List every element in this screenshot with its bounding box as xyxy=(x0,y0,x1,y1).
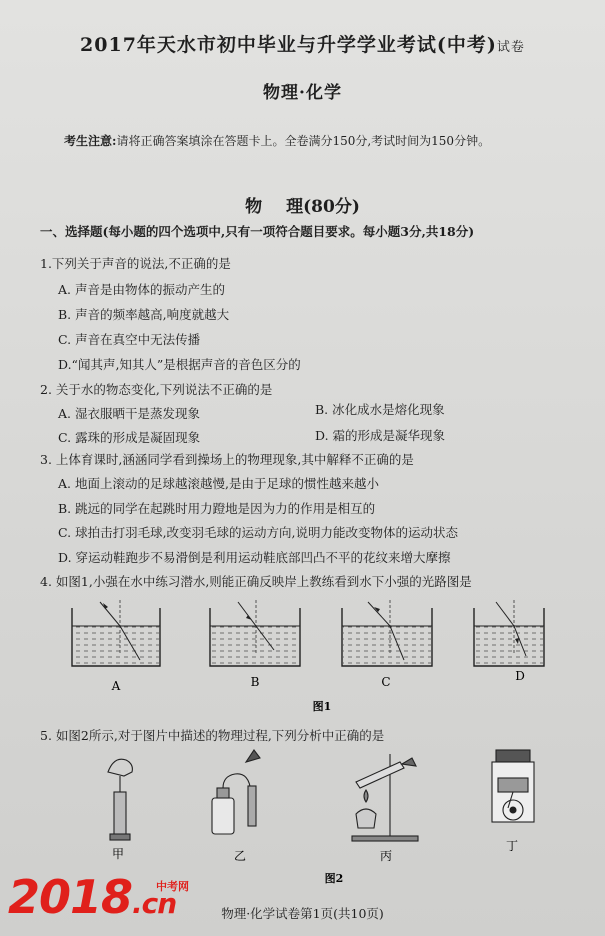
section-heading xyxy=(0,192,605,217)
question-1-option-d: D.“闻其声,知其人”是根据声音的音色区分的 xyxy=(58,357,301,372)
question-1-option-a: A. 声音是由物体的振动产生的 xyxy=(58,282,225,297)
figure-1-caption: 图1 xyxy=(312,700,332,713)
figure-2-label-bing: 丙 xyxy=(379,849,393,863)
figure-2-item-ding xyxy=(492,750,534,822)
exam-title-main: 2017年天水市初中毕业与升学学业考试(中考) xyxy=(80,34,497,56)
question-3-stem: 3. 上体育课时,涵涵同学看到操场上的物理现象,其中解释不正确的是 xyxy=(40,452,414,467)
question-3-option-d: D. 穿运动鞋跑步不易滑倒是利用运动鞋底部凹凸不平的花纹来增大摩擦 xyxy=(58,550,451,565)
figure-2-item-jia xyxy=(108,759,132,840)
question-5-stem: 5. 如图2所示,对于图片中描述的物理过程,下列分析中正确的是 xyxy=(40,728,385,743)
notice-text: 请将正确答案填涂在答题卡上。全卷满分150分,考试时间为150分钟。 xyxy=(116,134,491,148)
figure-1-label-a: A xyxy=(111,679,121,693)
watermark-logo-number: 2018 xyxy=(8,870,133,924)
watermark-logo-tld: .cn xyxy=(132,887,177,920)
question-4-stem: 4. 如图1,小强在水中练习潜水,则能正确反映岸上教练看到水下小强的光路图是 xyxy=(40,574,472,589)
figure-2-item-bing xyxy=(352,754,418,841)
question-2-option-b: B. 冰化成水是熔化现象 xyxy=(315,402,445,417)
figure-1 xyxy=(60,594,560,714)
question-3-option-c: C. 球拍击打羽毛球,改变羽毛球的运动方向,说明力能改变物体的运动状态 xyxy=(58,525,459,540)
notice-label: 考生注意: xyxy=(64,134,117,148)
part-heading: 一、选择题(每小题的四个选项中,只有一项符合题目要求。每小题3分,共18分) xyxy=(40,224,475,239)
figure-1-container-b xyxy=(210,600,300,666)
candidate-notice xyxy=(64,132,490,149)
figure-2-label-ding: 丁 xyxy=(505,839,519,853)
figure-1-label-b: B xyxy=(250,675,260,689)
exam-title xyxy=(0,30,605,57)
question-3-option-b: B. 跳远的同学在起跳时用力蹬地是因为力的作用是相互的 xyxy=(58,501,376,516)
watermark-tag: 中考网 xyxy=(156,880,189,893)
section-name-score: 理(80分) xyxy=(286,197,360,217)
section-name: 物 xyxy=(245,197,287,217)
figure-2-item-yi xyxy=(212,750,260,834)
page-footer: 物理·化学试卷第1页(共10页) xyxy=(221,906,384,921)
figure-1-container-d xyxy=(474,600,544,666)
question-3-option-a: A. 地面上滚动的足球越滚越慢,是由于足球的惯性越来越小 xyxy=(58,476,379,491)
figure-2-label-yi: 乙 xyxy=(233,849,247,863)
question-2-option-a: A. 湿衣服晒干是蒸发现象 xyxy=(58,406,200,421)
figure-2-caption: 图2 xyxy=(324,872,344,885)
figure-2-label-jia: 甲 xyxy=(111,847,125,861)
figure-1-label-c: C xyxy=(381,675,391,689)
question-1-option-b: B. 声音的频率越高,响度就越大 xyxy=(58,307,230,322)
question-2-option-d: D. 霜的形成是凝华现象 xyxy=(315,428,446,443)
figure-1-container-c xyxy=(342,600,432,666)
exam-subtitle: 物理·化学 xyxy=(263,83,342,103)
question-1-stem: 1.下列关于声音的说法,不正确的是 xyxy=(40,256,231,271)
exam-title-suffix: 试卷 xyxy=(496,40,525,55)
figure-1-label-d: D xyxy=(515,669,525,683)
figure-1-container-a xyxy=(72,600,160,666)
figure-2 xyxy=(90,742,550,888)
question-2-option-c: C. 露珠的形成是凝固现象 xyxy=(58,430,201,445)
question-2-stem: 2. 关于水的物态变化,下列说法不正确的是 xyxy=(40,382,273,397)
question-1-option-c: C. 声音在真空中无法传播 xyxy=(58,332,201,347)
